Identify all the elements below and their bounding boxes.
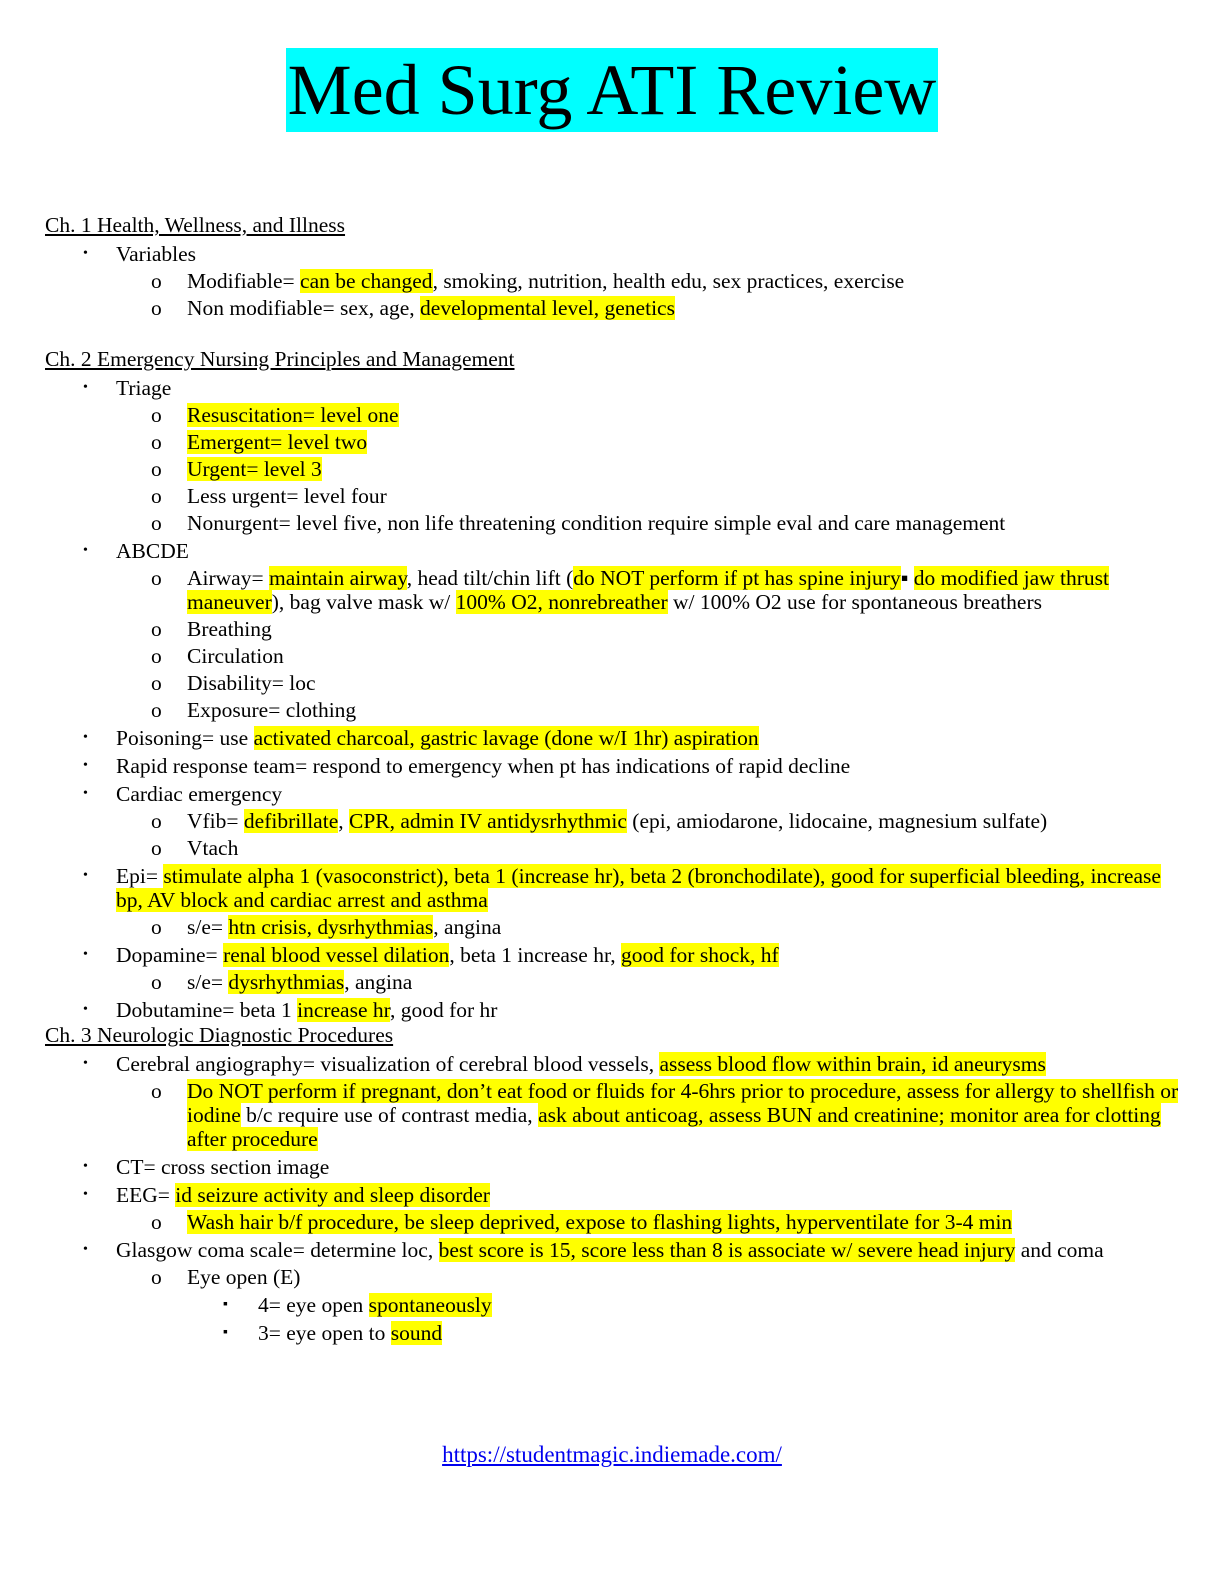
item-text: Disability= loc: [187, 671, 316, 695]
list-item: [45, 539, 1185, 563]
list-item: [45, 1183, 1185, 1207]
list-marker: •: [83, 947, 88, 962]
list-marker: •: [83, 246, 88, 261]
list-item: [45, 864, 1185, 912]
list-marker: o: [151, 484, 162, 508]
list-marker: o: [151, 1210, 162, 1234]
list-item: [45, 1210, 1185, 1234]
item-text: EEG=: [116, 1183, 176, 1207]
list-item: [45, 430, 1185, 454]
list-item: [45, 998, 1185, 1022]
list-item: [45, 242, 1185, 266]
highlighted-text: increase hr: [297, 998, 390, 1022]
highlighted-text: stimulate alpha 1 (vasoconstrict), beta 1 (increase hr), beta 2 (bronchodilate), good for superficial bleeding, increase bp, AV block and cardiac arrest and asthma: [116, 864, 1161, 912]
item-text: , good for hr: [389, 998, 498, 1022]
list-marker: o: [151, 457, 162, 481]
item-text: Cardiac emergency: [116, 782, 283, 806]
highlighted-text: CPR, admin IV antidysrhythmic: [349, 809, 627, 833]
item-text: Variables: [116, 242, 196, 266]
list-marker: o: [151, 915, 162, 939]
highlighted-text: sound: [390, 1321, 443, 1345]
list-marker: o: [151, 1079, 162, 1103]
highlighted-text: dysrhythmias: [228, 970, 345, 994]
highlighted-text: Emergent= level two: [187, 430, 368, 454]
list-marker: •: [83, 1242, 88, 1257]
item-text: b/c require use of contrast media,: [240, 1103, 539, 1127]
item-text: CT= cross section image: [116, 1155, 330, 1179]
item-text: Breathing: [187, 617, 272, 641]
list-marker: o: [151, 698, 162, 722]
title-container: [0, 48, 1224, 132]
item-text: , angina: [344, 970, 413, 994]
highlighted-text: defibrillate: [243, 809, 339, 833]
list-marker: ▪: [223, 1325, 228, 1340]
item-text: , head tilt/chin lift (: [406, 566, 574, 590]
highlighted-text: ask about anticoag, assess BUN and creatinine; monitor area for clotting after procedure: [187, 1103, 1161, 1151]
list-item: [45, 566, 1185, 614]
list-marker: o: [151, 644, 162, 668]
item-text: Rapid response team= respond to emergency when pt has indications of rapid decline: [116, 754, 851, 778]
item-text: 3= eye open to: [258, 1321, 391, 1345]
list-marker: •: [83, 543, 88, 558]
list-item: [45, 754, 1185, 778]
item-text: w/ 100% O2 use for spontaneous breathers: [667, 590, 1042, 614]
item-text: ▪: [900, 566, 914, 590]
list-marker: •: [83, 786, 88, 801]
highlighted-text: spontaneously: [368, 1293, 492, 1317]
list-marker: •: [83, 380, 88, 395]
list-item: [45, 457, 1185, 481]
item-text: s/e=: [187, 915, 229, 939]
list-item: [45, 403, 1185, 427]
list-marker: •: [83, 1159, 88, 1174]
list-item: [45, 1238, 1185, 1262]
item-text: Airway=: [187, 566, 269, 590]
highlighted-text: renal blood vessel dilation: [223, 943, 450, 967]
highlighted-text: htn crisis, dysrhythmias: [228, 915, 434, 939]
item-text: (epi, amiodarone, lidocaine, magnesium sulfate): [626, 809, 1048, 833]
item-text: Circulation: [187, 644, 284, 668]
list-item: [45, 644, 1185, 668]
list-marker: o: [151, 970, 162, 994]
list-marker: o: [151, 269, 162, 293]
list-item: [45, 269, 1185, 293]
list-item: [45, 836, 1185, 860]
list-marker: •: [83, 1187, 88, 1202]
list-item: [45, 376, 1185, 400]
item-text: Less urgent= level four: [187, 484, 387, 508]
item-text: Epi=: [116, 864, 164, 888]
list-item: [45, 1293, 1185, 1317]
item-text: , smoking, nutrition, health edu, sex practices, exercise: [432, 269, 905, 293]
list-marker: o: [151, 566, 162, 590]
highlighted-text: id seizure activity and sleep disorder: [175, 1183, 490, 1207]
list-marker: •: [83, 730, 88, 745]
highlighted-text: Resuscitation= level one: [187, 403, 399, 427]
item-text: ,: [338, 809, 349, 833]
item-text: Poisoning= use: [116, 726, 254, 750]
item-text: Glasgow coma scale= determine loc,: [116, 1238, 439, 1262]
list-item: [45, 671, 1185, 695]
item-text: Cerebral angiography= visualization of cerebral blood vessels,: [116, 1052, 660, 1076]
highlighted-text: best score is 15, score less than 8 is associate w/ severe head injury: [438, 1238, 1016, 1262]
list-item: [45, 809, 1185, 833]
list-marker: o: [151, 430, 162, 454]
list-marker: •: [83, 758, 88, 773]
list-marker: o: [151, 617, 162, 641]
item-text: Exposure= clothing: [187, 698, 357, 722]
item-text: Modifiable=: [187, 269, 301, 293]
section-heading: Ch. 1 Health, Wellness, and Illness: [45, 213, 346, 237]
item-text: ), bag valve mask w/: [271, 590, 456, 614]
list-item: [45, 726, 1185, 750]
list-marker: o: [151, 1265, 162, 1289]
item-text: Eye open (E): [187, 1265, 301, 1289]
list-marker: o: [151, 671, 162, 695]
item-text: Vfib=: [187, 809, 244, 833]
item-text: Dopamine=: [116, 943, 224, 967]
list-item: [45, 511, 1185, 535]
list-marker: •: [83, 1056, 88, 1071]
list-item: [45, 1079, 1185, 1151]
highlighted-text: can be changed: [300, 269, 433, 293]
highlighted-text: maintain airway: [268, 566, 407, 590]
highlighted-text: Urgent= level 3: [187, 457, 322, 481]
list-item: [45, 617, 1185, 641]
list-marker: •: [83, 868, 88, 883]
highlighted-text: developmental level, genetics: [420, 296, 675, 320]
footer: [0, 1442, 1224, 1468]
item-text: 4= eye open: [258, 1293, 369, 1317]
highlighted-text: 100% O2, nonrebreather: [455, 590, 668, 614]
document-title: Med Surg ATI Review: [287, 50, 937, 130]
item-text: ABCDE: [116, 539, 189, 563]
highlighted-text: do NOT perform if pt has spine injury: [573, 566, 901, 590]
section-heading: Ch. 2 Emergency Nursing Principles and Management: [45, 347, 515, 371]
item-text: Dobutamine= beta 1: [116, 998, 298, 1022]
list-item: [45, 782, 1185, 806]
footer-link[interactable]: https://studentmagic.indiemade.com/: [442, 1442, 782, 1467]
list-marker: •: [83, 1002, 88, 1017]
list-item: [45, 1321, 1185, 1345]
document-body: [45, 212, 1185, 1345]
list-item: [45, 1052, 1185, 1076]
list-item: [45, 484, 1185, 508]
list-item: [45, 1265, 1185, 1289]
list-item: [45, 970, 1185, 994]
list-marker: ▪: [223, 1297, 228, 1312]
list-item: [45, 1155, 1185, 1179]
highlighted-text: do modified jaw thrust maneuver: [187, 566, 1109, 614]
highlighted-text: Do NOT perform if pregnant, don’t eat food or fluids for 4-6hrs prior to procedure, assess for allergy to shellfish or iodine: [187, 1079, 1179, 1127]
list-item: [45, 296, 1185, 320]
highlighted-text: good for shock, hf: [621, 943, 779, 967]
item-text: , angina: [433, 915, 502, 939]
list-marker: o: [151, 403, 162, 427]
item-text: Triage: [116, 376, 172, 400]
list-item: [45, 698, 1185, 722]
list-marker: o: [151, 809, 162, 833]
list-marker: o: [151, 836, 162, 860]
item-text: s/e=: [187, 970, 229, 994]
highlighted-text: activated charcoal, gastric lavage (done w/I 1hr) aspiration: [253, 726, 759, 750]
list-item: [45, 915, 1185, 939]
highlighted-text: assess blood flow within brain, id aneurysms: [659, 1052, 1046, 1076]
item-text: Vtach: [187, 836, 239, 860]
list-item: [45, 943, 1185, 967]
highlighted-text: Wash hair b/f procedure, be sleep deprived, expose to flashing lights, hyperventilate for 3-4 min: [187, 1210, 1013, 1234]
list-marker: o: [151, 296, 162, 320]
item-text: and coma: [1015, 1238, 1104, 1262]
list-marker: o: [151, 511, 162, 535]
item-text: Non modifiable= sex, age,: [187, 296, 421, 320]
section-heading: Ch. 3 Neurologic Diagnostic Procedures: [45, 1023, 394, 1047]
item-text: Nonurgent= level five, non life threatening condition require simple eval and care management: [187, 511, 1006, 535]
item-text: , beta 1 increase hr,: [449, 943, 622, 967]
